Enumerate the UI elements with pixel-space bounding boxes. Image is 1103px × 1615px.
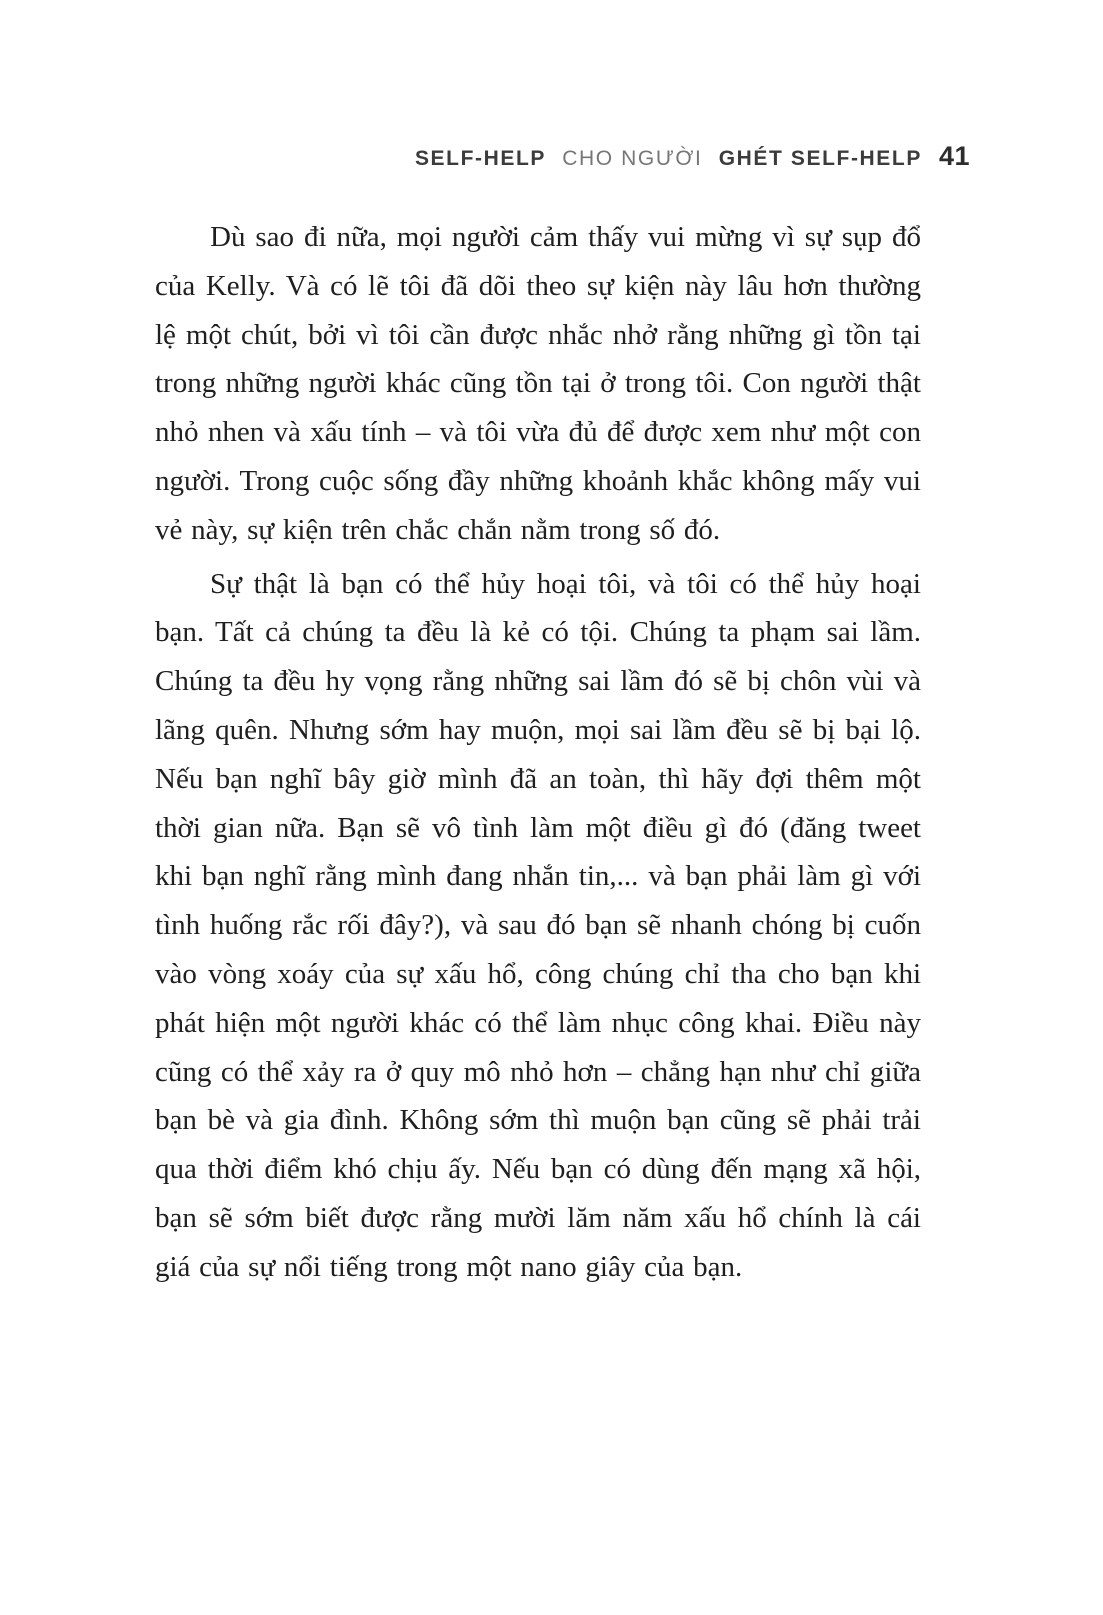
running-head-title-bold-left: SELF-HELP: [414, 147, 547, 170]
page-body: [155, 213, 921, 1297]
paragraph-2: Sự thật là bạn có thể hủy hoại tôi, và tôi có thể hủy hoại bạn. Tất cả chúng ta đều là kẻ có tội. Chúng ta phạm sai lầm. Chúng ta đều hy vọng rằng những sai lầm đó sẽ bị chôn vùi và lãng quên. Nhưng sớm hay muộn, mọi sai lầm đều sẽ bị bại lộ. Nếu bạn nghĩ bây giờ mình đã an toàn, thì hãy đợi thêm một thời gian nữa. Bạn sẽ vô tình làm một điều gì đó (đăng tweet khi bạn nghĩ rằng mình đang nhắn tin,... và bạn phải làm gì với tình huống rắc rối đây?), và sau đó bạn sẽ nhanh chóng bị cuốn vào vòng xoáy của sự xấu hổ, công chúng chỉ tha cho bạn khi phát hiện một người khác có thể làm nhục công khai. Điều này cũng có thể xảy ra ở quy mô nhỏ hơn – chẳng hạn như chỉ giữa bạn bè và gia đình. Không sớm thì muộn bạn cũng sẽ phải trải qua thời điểm khó chịu ấy. Nếu bạn có dùng đến mạng xã hội, bạn sẽ sớm biết được rằng mười lăm năm xấu hổ chính là cái giá của sự nổi tiếng trong một nano giây của bạn.: [155, 567, 921, 1283]
running-head-title-light: CHO NGƯỜI: [562, 147, 703, 170]
running-head-title: [415, 147, 922, 171]
paragraph-1: Dù sao đi nữa, mọi người cảm thấy vui mừng vì sự sụp đổ của Kelly. Và có lẽ tôi đã dõi theo sự kiện này lâu hơn thường lệ một chút, bởi vì tôi cần được nhắc nhở rằng những gì tồn tại trong những người khác cũng tồn tại ở trong tôi. Con người thật nhỏ nhen và xấu tính – và tôi vừa đủ để được xem như một con người. Trong cuộc sống đầy những khoảnh khắc không mấy vui vẻ này, sự kiện trên chắc chắn nằm trong số đó.: [155, 221, 921, 546]
page-header: [155, 141, 970, 172]
running-head-title-bold-right: GHÉT SELF-HELP: [718, 147, 922, 170]
page-number: 41: [938, 141, 970, 171]
